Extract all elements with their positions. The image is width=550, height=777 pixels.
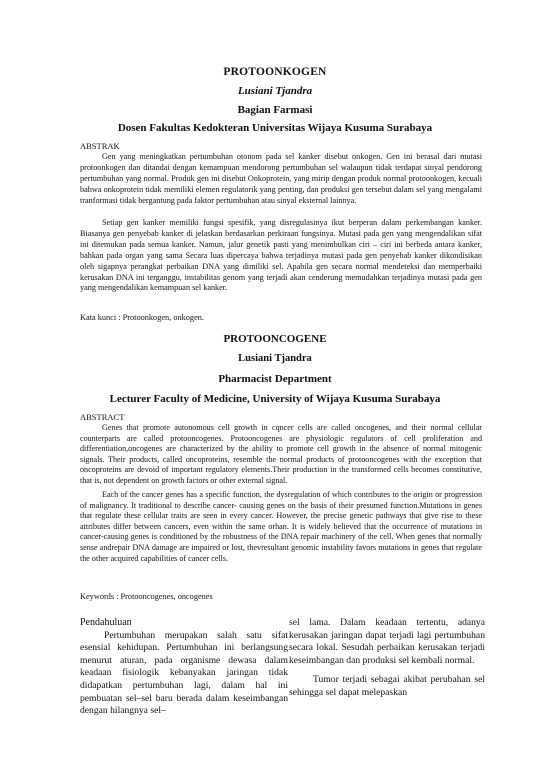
body-paragraph-left: Pertumbuhan merupakan salah satu sifat esensial kehidupan. Pertumbuhan ini berlangsung menurut aturan, pada organisme dewasa dalam keadaan fisiologik kebanyakan jaringan tidak didapatkan pertumbuhan lagi, dalam hal ini pembuatan sel–sel baru berada dalam keseimbangan dengan hilangnya sel–: [80, 629, 288, 717]
abstract-paragraph-en-2: Each of the cancer genes has a specific function, the dysregulation of which contributes to the origin or progression of malignancy. It traditional to describe cancer- causing genes on the basis of their presumed function.Mutations in genes that regulate these cellular traits are seen in every cancer. However, the precise genetic pathways that give rise to these attributes differ between cancers, even within the same orhan. It is widely believed that the occurrence of mutations in cancer-causing genes is conditioned by the robustness of the DNA repair machinery of the cell. When genes that normally sense andrepair DNA damage are impaired or lost, thevresultant genomic instability favors mutations in genes that regulate the other acquired capabilities of cancer cells.: [80, 490, 482, 563]
author-name-id: Lusiani Tjandra: [237, 85, 313, 97]
department-en: Pharmacist Department: [218, 373, 332, 385]
body-left-column: [80, 617, 288, 718]
body-paragraph-right-1: sel lama. Dalam keadaan tertentu, adanya kerusakan jaringan dapat terjadi lagi pertumbuhan secara lokal. Sesudah perbaikan kerusakan terjadi keseimbangan dan produksi sel kembali normal.: [289, 617, 485, 666]
section-title-pendahuluan: Pendahuluan: [80, 617, 132, 628]
paper-title-en: PROTOONCOGENE: [223, 333, 327, 345]
department-id: Bagian Farmasi: [237, 104, 313, 116]
body-paragraph-right-2: Tumor terjadi sebagai akibat perubahan sel sehingga sel dapat melepaskan: [289, 674, 485, 698]
abstract-paragraph-id-1: Gen yang meningkatkan pertumbuhan otonom pada sel kanker disebut onkogen. Gen ini berasal dari mutasi protoonkogen dan ditandai dengan kemampuan mendorong pertumbuhan sel walaupun tidak terdapat sinyal pendorong pertumbuhan yang normal. Produk gen ini disebut Onkoprotein, yang mirip dengan produk normal protoonkogen, kecuali bahwa onkoprotein tidak memiliki elemen regulatorik yang penting, dan produksi gen tersebut dalam sel yang mengalami tranformasi tidak bergantung pada faktor pertumbuhan atau sinyal eksternal lainnya.: [80, 152, 482, 205]
author-name-en: Lusiani Tjandra: [238, 353, 312, 364]
affiliation-id: Dosen Fakultas Kedokteran Universitas Wijaya Kusuma Surabaya: [117, 122, 433, 134]
abstract-paragraph-id-2: Setiap gen kanker memiliki fungsi spesifik, yang disregulasinya ikut berperan dalam perkembangan kanker. Biasanya gen penyebab kanker di jelaskan berdasarkan perkiraan fungsinya. Mutasi pada gen yang mengendalikan sifat ini ditemukan pada semua kanker. Namun, jalur genetik pasti yang menimbulkan ciri – ciri ini berbeda antara kanker, bahkan pada organ yang sama Secara luas dipercaya bahwa terjadinya mutasi pada gen penyebab kanker dikondisikan oleh sigapnya perangkat perbaikan DNA yang dimiliki sel. Apabila gen secara normal mendeteksi dan memperbaiki kerusakan DNA ini terganggu, instabilitas genom yang terjadi akan cenderung memudahkan terjadinya mutasi pada gen yang mengendalikan kemampuan sel kanker.: [80, 218, 482, 293]
keywords-en: Keywords : Protooncogenes, oncogenes: [80, 592, 213, 601]
abstract-label-en: ABSTRACT: [80, 412, 125, 422]
abstract-label-id: ABSTRAK: [80, 141, 120, 151]
abstract-paragraph-en-1: Genes that promote autonomous cell growth in cqncer cells are called oncogenes, and their normal cellular counterparts are called protooncogenes. Protooncogenes are physiologic regulators of cell proliferation and differentiation,oncogenes are characterized by the ability to promote cell growth in the absence of normal mitogenic signals. Their products, called oncoproteins, resemble the normal products of protooncogenes with the exception that oncoproteins are devoid of important regulatory elements.Their production in the transformed cells becomes constitutive, that is, not dependent on growth factors or other external signal.: [80, 423, 482, 485]
paper-title-id: PROTOONKOGEN: [223, 66, 327, 78]
affiliation-en: Lecturer Faculty of Medicine, University of Wijaya Kusuma Surabaya: [109, 393, 441, 405]
keywords-id: Kata kunci : Protoonkogen, onkogen.: [80, 313, 204, 322]
body-right-column: [289, 617, 485, 700]
